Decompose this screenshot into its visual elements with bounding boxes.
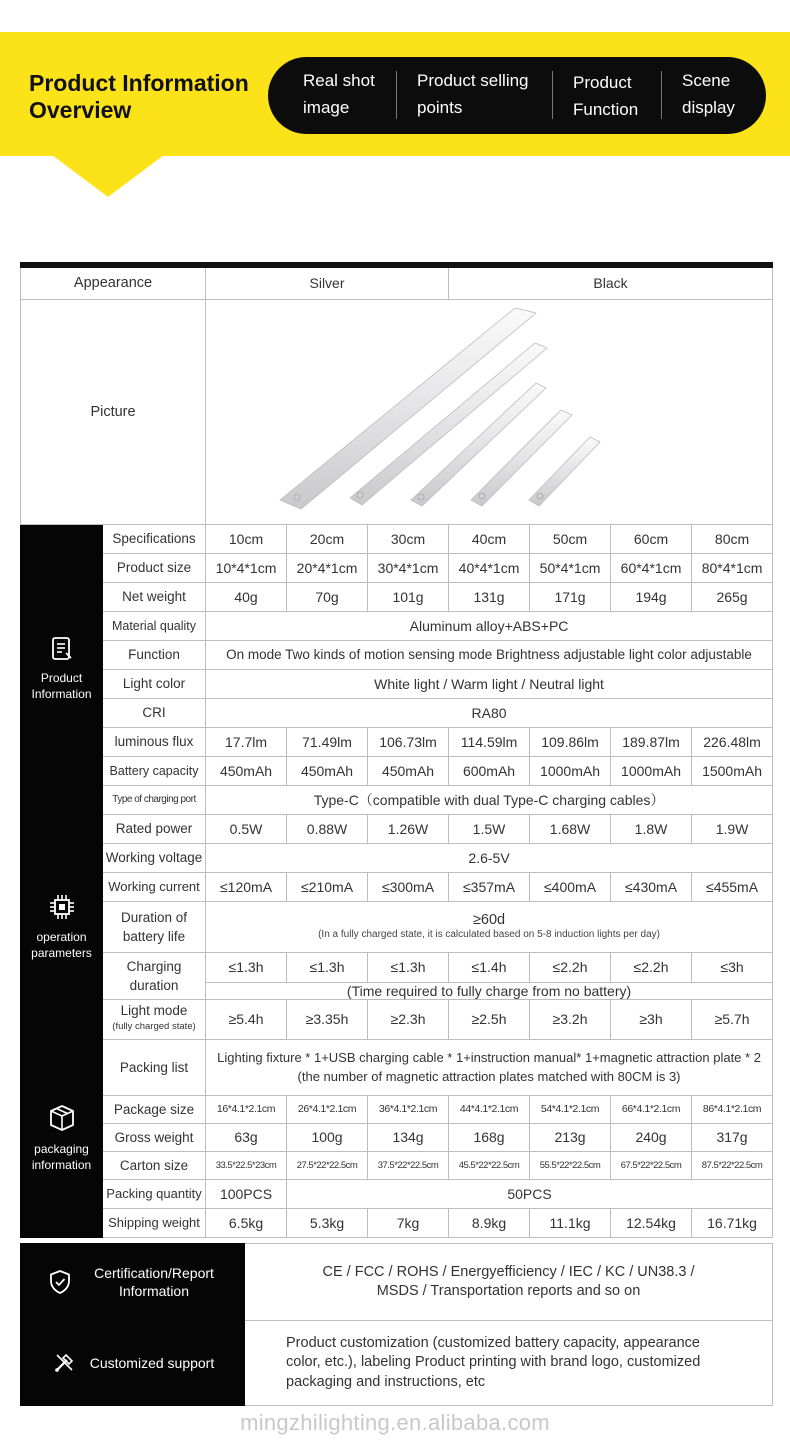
cell: 106.73lm [368,727,449,756]
cell: 240g [611,1123,692,1151]
cell: 0.5W [206,814,287,843]
cell: 12.54kg [611,1208,692,1237]
cell: 71.49lm [287,727,368,756]
cell: 37.5*22*22.5cm [368,1151,449,1179]
certification-table [20,1243,773,1406]
cell: Aluminum alloy+ABS+PC [206,611,773,640]
customize-tools-icon [52,1351,76,1375]
label-working-current: Working current [103,872,206,901]
light-bar-40cm [471,410,572,506]
cell: 317g [692,1123,773,1151]
cell: 7kg [368,1208,449,1237]
cell: 16.71kg [692,1208,773,1237]
spec-row-light-color [21,669,773,698]
cell: 2.6-5V [206,843,773,872]
nav-scene-display[interactable]: Scene display [682,71,735,117]
group-product-information: Product Information [21,524,103,814]
cell: 114.59lm [449,727,530,756]
cell: Type-C（compatible with dual Type-C charging cables） [206,785,773,814]
label-rated-power: Rated power [103,814,206,843]
appearance-row [21,265,773,299]
cell: 1500mAh [692,756,773,785]
spec-row-luminous-flux [21,727,773,756]
cell: ≥3h [611,999,692,1039]
cell: 265g [692,582,773,611]
cell: 50PCS [287,1179,773,1208]
spec-row-net-weight [21,582,773,611]
group-operation-parameters: operation parameters [21,814,103,1039]
cell: 1.5W [449,814,530,843]
nav-divider [661,71,662,119]
spec-row-specifications [21,524,773,553]
cell: 100PCS [206,1179,287,1208]
cell: 36*4.1*2.1cm [368,1095,449,1123]
spec-table [20,262,773,1238]
cell: 63g [206,1123,287,1151]
light-bars-image [206,300,772,524]
cell: 1000mAh [611,756,692,785]
cell: 1.68W [530,814,611,843]
cell: 8.9kg [449,1208,530,1237]
nav-divider [552,71,553,119]
cell: 60cm [611,524,692,553]
cell: 450mAh [206,756,287,785]
cell: RA80 [206,698,773,727]
spec-row-light-mode [21,999,773,1039]
cell: 40g [206,582,287,611]
cell: 131g [449,582,530,611]
label-function: Function [103,640,206,669]
spec-row-working-current [21,872,773,901]
label-battery-capacity: Battery capacity [103,756,206,785]
cell: 600mAh [449,756,530,785]
cell: 226.48lm [692,727,773,756]
cell: 1.26W [368,814,449,843]
cell: 189.87lm [611,727,692,756]
cell: 45.5*22*22.5cm [449,1151,530,1179]
spec-row-function [21,640,773,669]
cell: 20*4*1cm [287,553,368,582]
picture-row [21,299,773,524]
cell: 5.3kg [287,1208,368,1237]
spec-row-charging-duration [21,952,773,982]
spec-row-battery-capacity [21,756,773,785]
cell: 168g [449,1123,530,1151]
battery-life-cell: ≥60d (In a fully charged state, it is calculated based on 5-8 induction lights per day) [206,901,773,952]
footer-watermark: mingzhilighting.en.alibaba.com [240,1410,550,1435]
page-title-line2: Overview [29,97,132,123]
label-product-size: Product size [103,553,206,582]
cell: 194g [611,582,692,611]
label-net-weight: Net weight [103,582,206,611]
cell: 87.5*22*22.5cm [692,1151,773,1179]
cell: 40*4*1cm [449,553,530,582]
cell: 16*4.1*2.1cm [206,1095,287,1123]
label-gross-weight: Gross weight [103,1123,206,1151]
cell: 450mAh [368,756,449,785]
cell: ≤2.2h [611,952,692,982]
page-title [29,70,249,124]
spec-row-product-size [21,553,773,582]
cell: 109.86lm [530,727,611,756]
spec-row-packing-list [21,1039,773,1095]
cell: 101g [368,582,449,611]
product-picture-cell [206,299,773,524]
charging-note: (Time required to fully charge from no battery) [206,982,773,999]
cell: ≤357mA [449,872,530,901]
cell: 50*4*1cm [530,553,611,582]
cell: ≤120mA [206,872,287,901]
page-title-line1: Product Information [29,70,249,96]
label-charging-duration: Charging duration [103,952,206,999]
cell: 66*4.1*2.1cm [611,1095,692,1123]
cell: 40cm [449,524,530,553]
section-nav [268,57,766,134]
cell: 10cm [206,524,287,553]
cell: ≤400mA [530,872,611,901]
spec-row-battery-life [21,901,773,952]
cell: 0.88W [287,814,368,843]
cell: 450mAh [287,756,368,785]
cell: 30*4*1cm [368,553,449,582]
label-carton-size: Carton size [103,1151,206,1179]
cell: On mode Two kinds of motion sensing mode Brightness adjustable light color adjustable [206,640,773,669]
nav-product-function[interactable]: Product Function [573,73,639,119]
cell: 6.5kg [206,1208,287,1237]
nav-real-shot-image[interactable]: Real shot image [303,71,375,117]
cell: 67.5*22*22.5cm [611,1151,692,1179]
label-specifications: Specifications [103,524,206,553]
cell: ≤210mA [287,872,368,901]
nav-product-selling-points[interactable]: Product selling points [417,71,529,117]
cell: 1000mAh [530,756,611,785]
cell: 86*4.1*2.1cm [692,1095,773,1123]
cell: 17.7lm [206,727,287,756]
label-material-quality: Material quality [103,611,206,640]
label-shipping-weight: Shipping weight [103,1208,206,1237]
cell: ≥3.35h [287,999,368,1039]
banner-notch [52,155,164,197]
spec-row-working-voltage [21,843,773,872]
certification-text: CE / FCC / ROHS / Energyefficiency / IEC / KC / UN38.3 / MSDS / Transportation reports and so on [245,1244,773,1321]
cell: ≤300mA [368,872,449,901]
product-picture [206,300,772,524]
cell: 213g [530,1123,611,1151]
packing-list-cell: Lighting fixture * 1+USB charging cable * 1+instruction manual* 1+magnetic attraction plate * 2 (the number of magnetic attraction plates matched with 80CM is 3) [206,1039,773,1095]
cell: ≤1.4h [449,952,530,982]
cell: 50cm [530,524,611,553]
cell: 26*4.1*2.1cm [287,1095,368,1123]
spec-row-shipping-weight [21,1208,773,1237]
spec-row-material [21,611,773,640]
cell: 134g [368,1123,449,1151]
cell: 80cm [692,524,773,553]
picture-label: Picture [21,299,206,524]
cell: 171g [530,582,611,611]
label-cri: CRI [103,698,206,727]
nav-divider [396,71,397,119]
spec-row-cri [21,698,773,727]
spec-row-charging-port [21,785,773,814]
color-option-black: Black [449,265,773,299]
cell: ≥2.5h [449,999,530,1039]
label-charging-port: Type of charging port [103,785,206,814]
spec-row-gross-weight [21,1123,773,1151]
customized-label-cell: Customized support [21,1321,245,1406]
chip-icon [48,893,76,921]
cell: 33.5*22.5*23cm [206,1151,287,1179]
cell: 55.5*22*22.5cm [530,1151,611,1179]
customized-text: Product customization (customized battery capacity, appearance color, etc.), labeling Product printing with brand logo, customized packaging and instructions, etc [245,1321,773,1406]
cell: 80*4*1cm [692,553,773,582]
cell: 11.1kg [530,1208,611,1237]
label-packing-list: Packing list [103,1039,206,1095]
cell: ≤1.3h [368,952,449,982]
cell: 70g [287,582,368,611]
label-package-size: Package size [103,1095,206,1123]
cell: 10*4*1cm [206,553,287,582]
appearance-label: Appearance [21,265,206,299]
cell: ≥5.7h [692,999,773,1039]
certification-label-cell: Certification/Report Information [21,1244,245,1321]
cell: ≤430mA [611,872,692,901]
cell: 20cm [287,524,368,553]
cell: ≤1.3h [287,952,368,982]
cell: 30cm [368,524,449,553]
certification-row [21,1244,773,1321]
spec-row-rated-power [21,814,773,843]
spec-row-carton-size [21,1151,773,1179]
cell: ≥5.4h [206,999,287,1039]
cell: ≤2.2h [530,952,611,982]
label-working-voltage: Working voltage [103,843,206,872]
cell: ≤3h [692,952,773,982]
shield-check-icon [48,1269,72,1295]
cell: ≤455mA [692,872,773,901]
label-luminous-flux: luminous flux [103,727,206,756]
label-light-color: Light color [103,669,206,698]
cell: ≥3.2h [530,999,611,1039]
customized-row [21,1321,773,1406]
cell: White light / Warm light / Neutral light [206,669,773,698]
group-packaging-information: packaging information [21,1039,103,1237]
cell: 54*4.1*2.1cm [530,1095,611,1123]
label-battery-life: Duration of battery life [103,901,206,952]
cell: ≤1.3h [206,952,287,982]
cell: 100g [287,1123,368,1151]
label-light-mode: Light mode (fully charged state) [103,999,206,1039]
cell: 27.5*22*22.5cm [287,1151,368,1179]
box-icon [47,1103,77,1133]
color-option-silver: Silver [206,265,449,299]
label-packing-quantity: Packing quantity [103,1179,206,1208]
cell: 1.8W [611,814,692,843]
spec-row-package-size [21,1095,773,1123]
spec-row-packing-quantity [21,1179,773,1208]
document-icon [49,636,75,662]
cell: ≥2.3h [368,999,449,1039]
cell: 44*4.1*2.1cm [449,1095,530,1123]
cell: 60*4*1cm [611,553,692,582]
cell: 1.9W [692,814,773,843]
